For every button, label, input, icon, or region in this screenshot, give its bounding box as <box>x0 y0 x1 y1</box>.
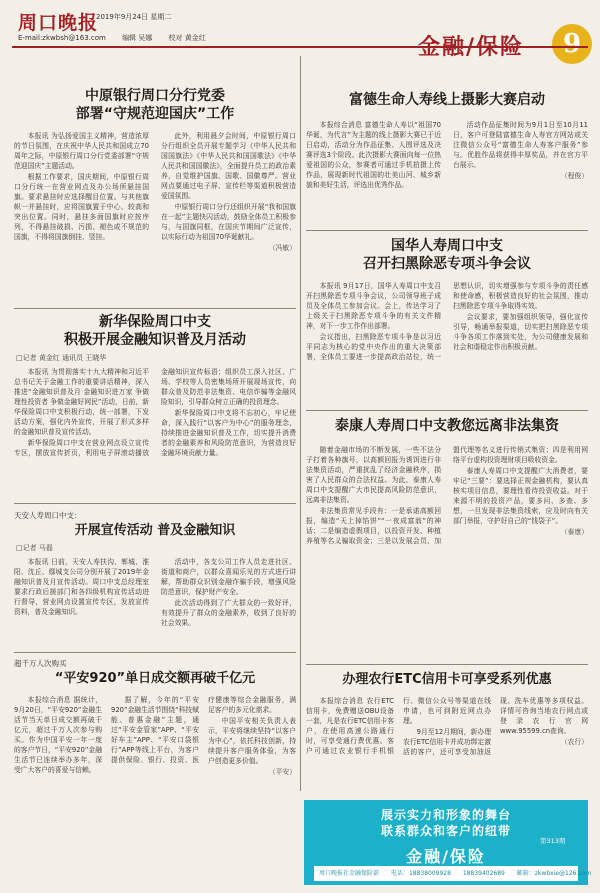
section-title: 金融/保险 <box>418 34 525 60</box>
article-title <box>306 238 588 273</box>
paragraph: 新华保险周口中支将不忘初心，牢记使命，深入践行“以客户为中心”的服务理念，持续推进金融知识普及工作，切实提升消费者的金融素养和风险防范意识，为营造良好金融环境贡献力量。 <box>161 409 296 457</box>
paragraph: 非法集资常见手段有：一是承诺高额回报，编造“天上掉馅饼”“一夜成富翁”的神话；二是编造虚假项目，以投资开发、种植养殖等名义骗取资金；三是以发展会员、加盟代理等名义进行传销式集资；四是利用网络平台虚构投资理财项目吸收资金。 <box>306 445 588 545</box>
paragraph: 活动中，各支公司工作人员走进社区、街道和商户，以群众喜闻乐见的方式进行讲解，帮助群众识别金融诈骗手段，增强风险防范意识，保护财产安全。 <box>161 558 296 597</box>
article-guohua-life <box>306 238 588 408</box>
paragraph: 本报讯 9月17日，国华人寿周口中支召开扫黑除恶专项斗争会议，公司领导班子成员及全体员工参加会议。会上，传达学习了上级关于扫黑除恶专项斗争的有关文件精神，对下一步工作作出部署。 <box>306 282 441 330</box>
paragraph: 活动作品征集时间为9月1日至10月11日，客户可登陆富德生命人寿官方网站或关注微信公众号“富德生命人寿客户服务”参与。优胜作品将获得丰厚奖品，并在官方平台展示。 <box>453 120 588 169</box>
article-body <box>306 445 588 655</box>
advert-slogan-1: 展示实力和形象的舞台 <box>380 808 511 822</box>
article-byline: □记者 黄金红 通讯员 王晓华 <box>16 354 107 362</box>
title-line-2: 部署“守规范迎国庆”工作 <box>75 105 235 122</box>
header-rule <box>12 46 588 48</box>
article-title: 办理农行ETC信用卡可享受系列优惠 <box>342 672 552 687</box>
article-signature: （农行） <box>560 738 588 747</box>
article-body <box>306 120 588 225</box>
page-number-badge: 9 <box>552 24 592 64</box>
article-body <box>14 131 296 296</box>
advert-slogan-2: 联系群众和客户的纽带 <box>380 824 511 838</box>
article-body <box>14 557 296 637</box>
article-divider <box>14 308 296 309</box>
advert-contact-bar <box>314 866 592 881</box>
article-tianan-life <box>14 510 296 650</box>
article-abc-etc-card <box>306 672 588 796</box>
masthead-title: 周口晚报 <box>18 12 99 34</box>
article-taikang-life <box>306 418 588 660</box>
article-body <box>306 281 588 401</box>
paragraph: 此次活动得到了广大群众的一致好评，有效提升了群众的金融素养，收到了良好的社会效果。 <box>161 599 296 628</box>
article-xinhua-insurance <box>14 314 296 499</box>
article-divider <box>14 652 296 653</box>
article-pingan-920 <box>14 658 296 886</box>
article-title: 泰康人寿周口中支教您远离非法集资 <box>335 418 559 434</box>
advert-contact: 邮箱：zkwbxie@126.com <box>516 870 592 877</box>
editor-credit: 编辑 吴娜 <box>122 34 153 42</box>
advert-title: 金融/保险 <box>406 847 486 866</box>
paragraph: 新华保险周口中支在营业网点设立宣传专区，摆放宣传折页，利用电子屏滚动播放金融知识宣传标语；组织员工深入社区、广场、学校等人员密集场所开展现场宣传，向群众普及防范非法集资、电信诈骗等金融风险知识，引导群众树立正确的投资理念。 <box>14 368 296 457</box>
article-signature: （平安） <box>268 768 296 777</box>
paragraph: 根据工作要求，国庆期间，中原银行周口分行统一在营业网点及办公场所悬挂国旗。要求悬挂时应选择醒目位置。与其他旗帜一并悬挂时，应将国旗置于中心、较高和突出位置。同时，悬挂多面国旗时应按序列，不得悬挂破损、污损、褪色或不规范的国旗，不得将国旗倒挂、竖挂。 <box>14 173 149 241</box>
title-line-1: 国华人寿周口中支 <box>391 238 503 254</box>
paragraph: 会议指出，扫黑除恶专项斗争是以习近平同志为核心的党中央作出的重大决策部署，全体员工要进一步提高政治站位，统一思想认识，切实增强参与专项斗争的责任感和使命感，积极营造良好的社会氛围，推动扫黑除恶专项斗争取得实效。 <box>306 282 588 361</box>
article-signature: （泰康） <box>560 527 588 536</box>
article-body <box>306 696 588 790</box>
paragraph: 此外，利用晨夕会时间，中原银行周口分行组织全员开展专题学习《中华人民共和国国旗法》《中华人民共和国国歌法》《中华人民共和国国徽法》，全面提升员工的政治素养，自觉维护国旗、国歌、国徽尊严。营业网点要通过电子屏、宣传栏等渠道积极营造爱国氛围。 <box>161 132 296 200</box>
proofreader-credit: 校对 黄金红 <box>168 34 206 42</box>
article-title: 富德生命人寿线上摄影大赛启动 <box>349 92 545 108</box>
article-signature: （冯敏） <box>268 244 296 252</box>
paragraph: 随着金融市场的不断发展，一些不法分子打着各种旗号，以高额回报为诱饵进行非法集资活动，严重扰乱了经济金融秩序，损害了人民群众的合法权益。为此，泰康人寿周口中支提醒广大市民提高风险防范意识，远离非法集资。 <box>306 445 441 504</box>
article-divider <box>306 230 588 231</box>
article-title <box>14 314 296 349</box>
paragraph: 本报讯 日前，天安人寿扶沟、郸城、淮阳、沈丘、鄢城支公司分别开展了2019年金融知识普及月宣传活动。周口中支总经理室要求行政后援部门和各四级机构宣传活动进行督导，营业网点设置宣传专区，发放宣传资料，普及金融知识。 <box>14 558 149 617</box>
article-signature: （程俊） <box>560 171 588 180</box>
article-fude-life <box>306 92 588 227</box>
article-divider <box>306 410 588 411</box>
article-title: 开展宣传活动 普及金融知识 <box>74 523 236 538</box>
article-divider <box>14 503 296 504</box>
masthead-meta <box>18 33 220 43</box>
advert-contact: 电话：18838009928 <box>390 870 451 877</box>
paragraph: 据了解，今年的“平安920”金融生活节围绕“科技赋能、普惠金融”主题，通过“平安金管家”APP、“平安好车主”APP、“平安口袋银行”APP等线上平台，为客户提供保险、银行、投资、医疗健康等综合金融服务，满足客户的多元化需求。 <box>111 696 296 765</box>
paragraph: 泰康人寿周口中支提醒广大消费者，要牢记“三要”：要选择正规金融机构，要认真核实项目信息，要理性看待投资收益。对于来源不明的投资产品，要多问、多查、多想，一旦发现非法集资线索，应及时向有关部门举报，守护好自己的“钱袋子”。 <box>453 466 588 525</box>
paragraph: 本报综合消息 富德生命人寿以“祖国70华诞，为代言”为主题的线上摄影大赛已于近日启动，活动分为作品征集、人围评选及决赛评选3个阶段。此次摄影大赛面向每一位热爱祖国的公众，参赛者可通过手机拍摄上传作品，展现新时代祖国的壮美山河、城乡新貌和美好生活，评选出优秀作品。 <box>306 120 441 189</box>
article-byline: □记者 马磊 <box>16 544 53 553</box>
paragraph: 中国平安相关负责人表示，平安将继续坚持“以客户为中心”，依托科技创新，持续提升客户服务体验，为客户创造更多价值。 <box>208 717 296 766</box>
article-kicker: 超千万人次购买 <box>14 659 67 668</box>
email-contact: E-mail:zkwbsh@163.com <box>18 34 106 42</box>
advert-contact: 周口晚报社金融保险部 <box>319 870 380 877</box>
column-divider <box>300 56 301 791</box>
advert-contact: 18839402689 <box>462 870 505 877</box>
title-line-1: 新华保险周口中支 <box>99 314 211 330</box>
paragraph: 本报讯 为贯彻落实十九大精神和习近平总书记关于金融工作的重要讲话精神，深入推进“金融知识普及月 金融知识进万家 争做理性投资者 争做金融好网民”活动，日前，新华保险周口中支积极行动，统一部署，下发活动方案，强化内外宣传，开展了形式多样的金融知识普及宣传活动。 <box>14 368 149 436</box>
paragraph: 会议要求，要加强组织领导，强化宣传引导，畅通举报渠道，切实把扫黑除恶专项斗争各项工作落到实处，为公司健康发展和社会和谐稳定作出积极贡献。 <box>453 313 588 351</box>
paragraph: 中原银行周口分行还组织开展“我和国旗在一起”主题快闪活动，鼓励全体员工积极参与，与国旗同框，在国庆节期间广泛宣传，以实际行动为祖国70华诞献礼。 <box>161 203 296 241</box>
paragraph: 本报综合消息 据统计，9月20日，“平安920”金融生活节当天单日成交额再破千亿元，超过千万人次参与购买。作为中国平安一年一度的客户节日，“平安920”金融生活节已连续举办多年，深受广大客户的喜爱与信赖。 <box>14 696 102 775</box>
title-line-2: 积极开展金融知识普及月活动 <box>64 331 246 348</box>
article-title <box>14 88 296 123</box>
article-title: “平安920”单日成交额再破千亿元 <box>54 671 256 686</box>
article-body <box>14 695 296 875</box>
section-advert-banner <box>304 800 592 885</box>
article-zhongyuan-bank <box>14 88 296 306</box>
paragraph: 本报讯 为弘扬爱国主义精神，营造浓厚的节日氛围，在庆祝中华人民共和国成立70周年之际，中原银行周口分行党委部署“守规范迎国庆”主题活动。 <box>14 132 149 170</box>
title-line-2: 召开扫黑除恶专项斗争会议 <box>363 255 531 272</box>
paragraph: 9月至12月期间，新办理农行ETC信用卡并成功绑定激活的客户，还可享受加油返现、洗车优惠等多项权益。详情可咨询当地农行网点或登录农行官网www.95599.cn查询。 <box>403 697 588 757</box>
article-kicker: 天安人寿周口中支： <box>14 511 82 520</box>
date-line: 2019年9月24日 星期二 <box>96 13 172 21</box>
advert-issue: 第313期 <box>540 837 566 845</box>
article-body <box>14 367 296 495</box>
paragraph: 本报综合消息 农行ETC信用卡，免费赠送OBU设备一套，凡是农行ETC信用卡客户，在使用高速公路通行时，可享受通行费优惠。客户可通过农业银行手机银行、微信公众号等渠道在线申请，也可到附近网点办理。 <box>306 697 491 756</box>
page-header <box>0 0 600 62</box>
title-line-1: 中原银行周口分行党委 <box>85 88 225 104</box>
article-divider <box>306 664 588 665</box>
